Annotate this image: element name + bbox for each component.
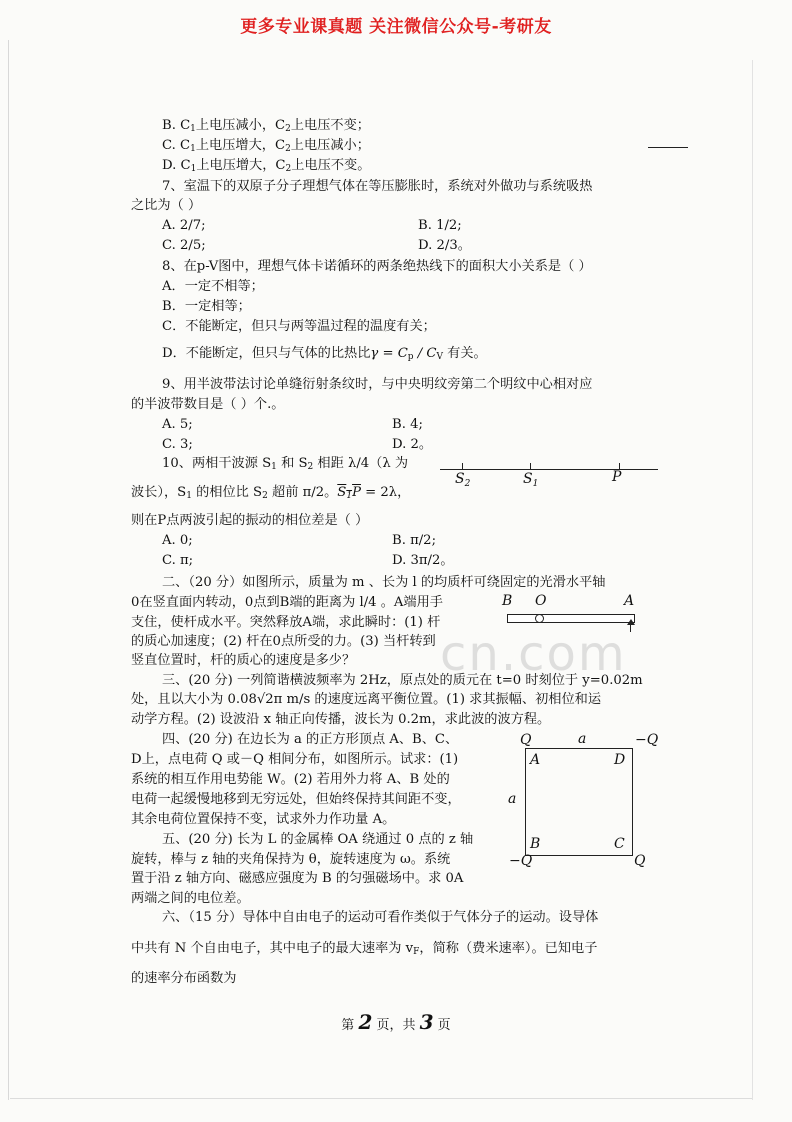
charge-bottom-left: −Q [509,853,533,869]
q10-option-d: D. 3π/2。 [392,553,454,568]
vertex-b: B [530,836,541,852]
p5-line-3: 置于沿 z 轴方向、磁感应强度为 B 的匀强磁场中。求 0A [131,871,464,886]
label-b: B [502,593,513,609]
scan-edge-right [752,60,753,1100]
p4-line-5: 其余电荷位置保持不变，试求外力作功量 A。 [131,812,396,827]
q8-option-b: B．一定相等； [162,299,251,314]
side-label-left: a [508,791,517,807]
side-label-top: a [578,731,587,747]
q7-option-c: C. 2/5; [162,238,206,253]
p5-line-1: 五、(20 分) 长为 L 的金属棒 OA 绕通过 0 点的 z 轴 [162,832,474,847]
tick-s1 [530,463,531,470]
q8-stem: 8、在p-V图中，理想气体卡诺循环的两条绝热线下的面积大小关系是（ ） [162,259,592,274]
q6-option-c: C. $C_1$上电压增大，$C_2$上电压减小； [162,138,370,154]
label-p: P [612,469,622,485]
label-s2: $S_2$ [455,471,471,489]
p4-line-3: 系统的相互作用电势能 W。(2) 若用外力将 A、B 处的 [131,772,450,787]
page-footer: 第 2 页，共 3 页 [341,1010,451,1034]
p4-line-4: 电荷一起缓慢地移到无穷远处，但始终保持其间距不变， [131,792,461,807]
q7-option-b: B. 1/2; [418,218,462,233]
p3-line-1: 三、(20 分) 一列简谐横波频率为 2Hz，原点处的质元在 t=0 时刻位于 y=0.02m [162,673,643,688]
p5-line-2: 旋转，棒与 z 轴的夹角保持为 θ，旋转速度为 ω。系统 [131,852,451,867]
q9-option-d: D. 2。 [392,437,433,452]
q9-option-a: A. 5; [162,417,193,432]
q8-option-d: D．不能断定，但只与气体的比热比$\gamma = C_p / C_V$ 有关。 [162,346,487,362]
q9-option-b: B. 4; [392,417,423,432]
p2-line-2: 0在竖直面内转动，0点到B端的距离为 l/4 。A端用手 [131,595,443,610]
p2-line-4: 的质心加速度；(2) 杆在0点所受的力。(3) 当杆转到 [131,634,436,649]
watermark: cn.com [440,626,627,682]
q6-option-b: B. $C_1$上电压减小，$C_2$上电压不变； [162,118,370,134]
label-a: A [624,593,635,609]
scan-edge-left [8,40,9,1100]
label-o: O [535,593,547,609]
p2-line-3: 支住，使杆成水平。突然释放A端，求此瞬时：(1) 杆 [131,615,441,630]
p2-line-5: 竖直位置时，杆的质心的速度是多少？ [131,653,356,668]
p3-line-2: 处，且以大小为 0.08√2π m/s 的速度远离平衡位置。(1) 求其振幅、初相位和运 [131,692,602,707]
label-s1: $S_1$ [523,471,539,489]
q10-stem: 10、两相干波源 $S_1$ 和 $S_2$ 相距 λ/4（λ 为 [162,456,409,472]
p6-line-1: 六、（15 分）导体中自由电子的运动可看作类似于气体分子的运动。设导体 [162,910,599,925]
source-axis-line [440,469,658,470]
rod [507,614,635,623]
p6-line-3: 的速率分布函数为 [131,971,237,986]
page-total: 3 [419,1010,434,1034]
q9-stem-cont: 的半波带数目是（ ）个.。 [131,397,285,412]
vertex-d: D [614,752,626,768]
q10-option-c: C. π; [162,553,194,568]
charge-top-left: Q [520,732,532,748]
tick-s2 [462,463,463,470]
q9-stem: 9、用半波带法讨论单缝衍射条纹时，与中央明纹旁第二个明纹中心相对应 [162,377,593,392]
p4-line-1: 四、(20 分) 在边长为 a 的正方形顶点 A、B、C、 [162,732,459,747]
page-number: 2 [358,1010,373,1034]
vertex-c: C [614,836,625,852]
q9-option-c: C. 3; [162,437,193,452]
q8-option-a: A．一定不相等； [162,279,264,294]
charge-bottom-right: Q [634,853,646,869]
p5-line-4: 两端之间的电位差。 [131,891,250,906]
q10-stem-question: 则在P点两波引起的振动的相位差是（ ） [131,513,369,528]
q6-option-d: D. $C_1$上电压增大，$C_2$上电压不变。 [162,158,371,174]
q10-option-a: A. 0; [162,533,193,548]
q7-option-d: D. 2/3。 [418,238,471,253]
q7-stem: 7、室温下的双原子分子理想气体在等压膨胀时，系统对外做功与系统吸热 [162,179,593,194]
q7-stem-cont: 之比为（ ） [131,198,202,213]
p2-line-1: 二、（20 分）如图所示，质量为 m 、长为 l 的均质杆可绕固定的光滑水平轴 [162,575,606,590]
p4-line-2: D上，点电荷 Q 或－Q 相间分布，如图所示。试求：(1) [131,752,459,767]
scan-edge-bottom [10,1098,752,1099]
q10-option-b: B. π/2; [392,533,437,548]
promo-banner: 更多专业课真题 关注微信公众号-考研友 [240,17,552,37]
support-arrow-icon [627,619,635,625]
p6-line-2: 中共有 N 个自由电子，其中电子的最大速率为 $v_F$，简称（费米速率）。已知电子 [131,941,598,957]
pivot-circle [535,614,544,623]
q10-stem-cont: 波长），$S_1$ 的相位比 $S_2$ 超前 π/2。$S_1P = 2\lambda$， [131,485,411,501]
vertex-a: A [530,752,541,768]
charge-top-right: −Q [635,732,659,748]
q8-option-c: C．不能断定，但只与两等温过程的温度有关； [162,319,436,334]
p3-line-3: 动学方程。(2) 设波沿 x 轴正向传播，波长为 0.2m，求此波的波方程。 [131,712,551,727]
stray-pen-mark [648,147,688,148]
q7-option-a: A. 2/7; [162,218,206,233]
